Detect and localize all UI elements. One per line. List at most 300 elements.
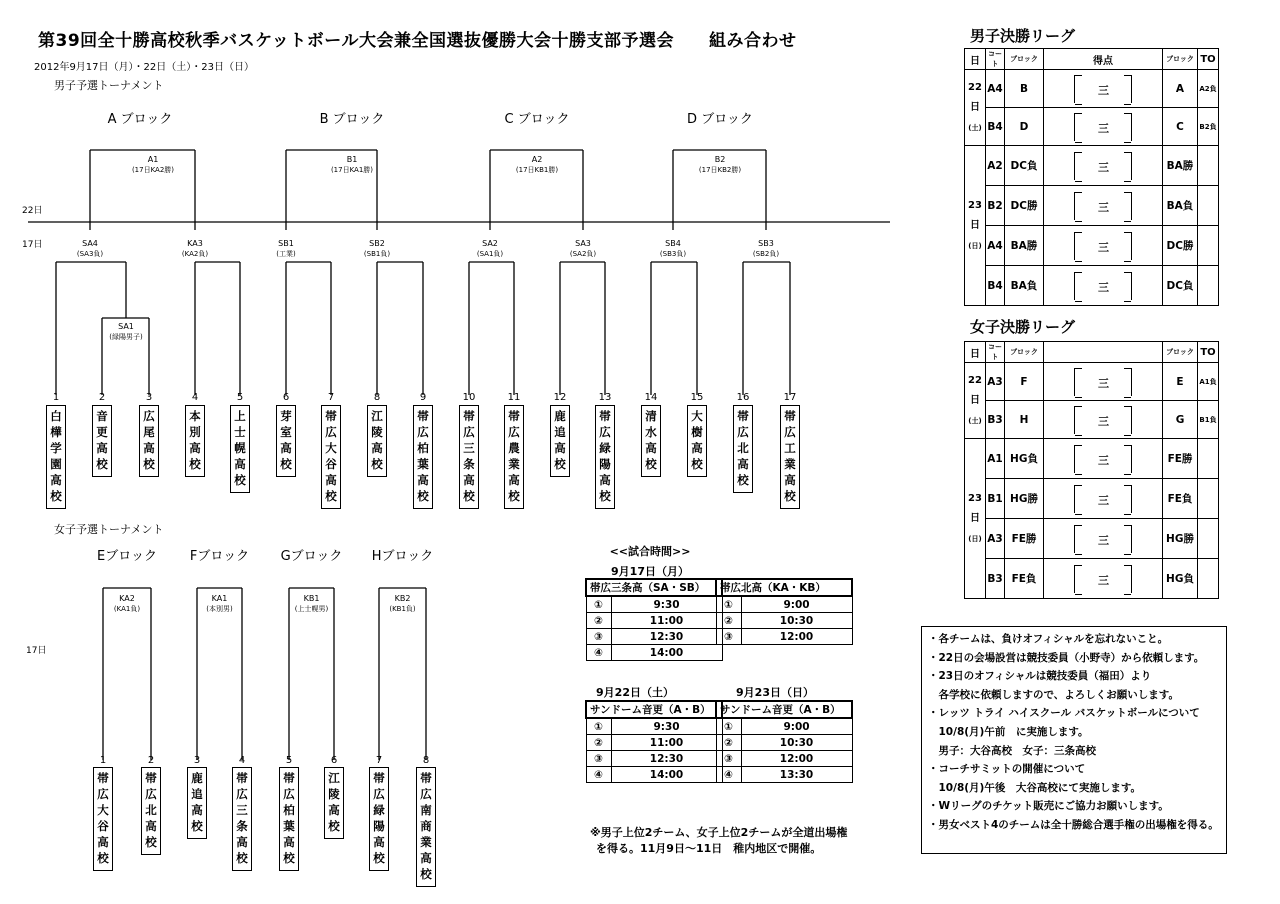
league-to xyxy=(1198,559,1219,599)
boys-semi-node-code: SB4 xyxy=(665,239,681,248)
boys-team-number: 13 xyxy=(598,392,612,403)
boys-section-title: 男子予選トーナメント xyxy=(54,79,164,92)
boys-semi-node-code: SB2 xyxy=(369,239,385,248)
boys-final-node xyxy=(330,155,374,175)
league-date-part: (日) xyxy=(968,241,982,250)
league-row xyxy=(965,519,1219,559)
match-number: ② xyxy=(586,613,611,629)
boys-semi-node-code: SA4 xyxy=(82,239,98,248)
match-number: ② xyxy=(586,735,611,751)
boys-team-name: 帯広北高校 xyxy=(733,405,753,493)
girls-team-number: 3 xyxy=(193,755,201,766)
girls-node xyxy=(388,594,416,614)
match-number: ① xyxy=(716,596,741,613)
league-row xyxy=(965,266,1219,306)
boys-team-name: 白樺学園高校 xyxy=(46,405,66,509)
league-left-block: DC勝 xyxy=(1005,186,1044,226)
score-mark: 三 xyxy=(1098,573,1108,587)
girls-node-note: (上士幌男) xyxy=(294,605,329,613)
score-box xyxy=(1074,485,1132,513)
league-right-block: HG勝 xyxy=(1163,519,1198,559)
boys-team-name: 上士幌高校 xyxy=(230,405,250,493)
score-mark: 三 xyxy=(1098,376,1108,390)
league-score-cell xyxy=(1044,266,1163,306)
league-to: B2負 xyxy=(1198,108,1219,146)
league-left-block: FE負 xyxy=(1005,559,1044,599)
score-box xyxy=(1074,113,1132,141)
league-right-block: A xyxy=(1163,70,1198,108)
timetable-v4 xyxy=(715,700,853,783)
league-left-block: B xyxy=(1005,70,1044,108)
time-row xyxy=(586,767,722,783)
league-header-block: ブロック xyxy=(1005,49,1044,70)
league-court: B1 xyxy=(986,479,1005,519)
boys-team-number: 15 xyxy=(690,392,704,403)
league-header-block: ブロック xyxy=(1005,342,1044,363)
boys-team-number: 2 xyxy=(98,392,106,403)
league-left-block: D xyxy=(1005,108,1044,146)
boys-team-number: 5 xyxy=(236,392,244,403)
boys-final-node-code: B2 xyxy=(714,155,726,164)
page-title: 第39回全十勝高校秋季バスケットボール大会兼全国選抜優勝大会十勝支部予選会 組み合わせ xyxy=(38,31,797,51)
match-time: 12:00 xyxy=(741,629,852,645)
league-date xyxy=(965,70,986,146)
timetable-v3 xyxy=(585,700,723,783)
league-court: A4 xyxy=(986,226,1005,266)
boys-team-number: 11 xyxy=(507,392,521,403)
score-mark: 三 xyxy=(1098,280,1108,294)
girls-node-code: KB1 xyxy=(303,594,320,603)
boys-semi-node-note: (SB1負) xyxy=(363,250,391,258)
league-court: B3 xyxy=(986,559,1005,599)
time-row xyxy=(716,751,852,767)
girls-team-number: 1 xyxy=(99,755,107,766)
match-number: ② xyxy=(716,613,741,629)
venue-header: 帯広三条高（SA・SB） xyxy=(586,579,722,596)
match-time: 10:30 xyxy=(741,613,852,629)
girls-team-name: 帯広三条高校 xyxy=(232,767,252,871)
league-date-part: (土) xyxy=(968,416,982,425)
league-score-cell xyxy=(1044,108,1163,146)
time-row xyxy=(586,735,722,751)
boys-semi-node xyxy=(76,239,104,259)
day17-label: 17日 xyxy=(22,240,43,250)
league-score-cell xyxy=(1044,401,1163,439)
league-score-cell xyxy=(1044,479,1163,519)
league-right-block: FE勝 xyxy=(1163,439,1198,479)
girls-node-code: KA1 xyxy=(211,594,228,603)
boys-team-name: 帯広柏葉高校 xyxy=(413,405,433,509)
time-row xyxy=(716,735,852,751)
score-mark: 三 xyxy=(1098,121,1108,135)
boys-final-node xyxy=(515,155,559,175)
time-row xyxy=(586,718,722,735)
boys-final-node-note: (17日KA1勝) xyxy=(330,166,374,174)
match-number: ④ xyxy=(586,767,611,783)
league-left-block: HG負 xyxy=(1005,439,1044,479)
event-dates: 2012年9月17日（月）・22日（土）・23日（日） xyxy=(34,62,254,73)
boys-prelim-node xyxy=(108,322,143,342)
league-header-block2: ブロック xyxy=(1163,49,1198,70)
boys-team-name: 大樹高校 xyxy=(687,405,707,477)
match-number: ① xyxy=(586,596,611,613)
league-to xyxy=(1198,479,1219,519)
boys-team-name: 帯広緑陽高校 xyxy=(595,405,615,509)
boys-semi-node-note: (SA1負) xyxy=(476,250,504,258)
league-left-block: H xyxy=(1005,401,1044,439)
boys-prelim-node-note: (緑陽男子) xyxy=(109,333,143,341)
boys-team-number: 14 xyxy=(644,392,658,403)
league-date xyxy=(965,146,986,306)
boys-team-name: 帯広大谷高校 xyxy=(321,405,341,509)
time-row xyxy=(586,751,722,767)
league-to xyxy=(1198,186,1219,226)
boys-final-node xyxy=(698,155,742,175)
score-mark: 三 xyxy=(1098,83,1108,97)
boys-final-node-code: A2 xyxy=(531,155,543,164)
boys-final-node-code: A1 xyxy=(147,155,159,164)
times-day1: 9月17日（月） xyxy=(611,565,689,578)
note-line: ・コーチサミットの開催について xyxy=(928,763,1086,776)
match-time: 12:30 xyxy=(611,751,722,767)
boys-semi-node xyxy=(181,239,209,259)
score-mark: 三 xyxy=(1098,160,1108,174)
match-time: 11:00 xyxy=(611,735,722,751)
league-row xyxy=(965,70,1219,108)
league-row xyxy=(965,401,1219,439)
league-left-block: DC負 xyxy=(1005,146,1044,186)
league-score-cell xyxy=(1044,226,1163,266)
boys-final-node-code: B1 xyxy=(346,155,358,164)
match-number: ③ xyxy=(716,629,741,645)
boys-team-name: 帯広農業高校 xyxy=(504,405,524,509)
boys-league-table xyxy=(964,48,1219,306)
league-court: A3 xyxy=(986,519,1005,559)
note-line: 各学校に依頼しますので、よろしくお願いします。 xyxy=(928,688,1179,701)
league-right-block: C xyxy=(1163,108,1198,146)
boys-team-name: 帯広工業高校 xyxy=(780,405,800,509)
girls-block-label: Gブロック xyxy=(280,549,343,564)
match-time: 9:00 xyxy=(741,718,852,735)
boys-semi-node-note: (工業) xyxy=(276,250,296,258)
boys-team-number: 8 xyxy=(373,392,381,403)
note-line: ・23日のオフィシャルは競技委員（福田）より xyxy=(928,670,1152,683)
time-row xyxy=(586,596,722,613)
league-left-block: F xyxy=(1005,363,1044,401)
league-to xyxy=(1198,146,1219,186)
league-score-cell xyxy=(1044,70,1163,108)
boys-semi-node-note: (SA3負) xyxy=(76,250,104,258)
score-mark: 三 xyxy=(1098,533,1108,547)
girls-team-number: 5 xyxy=(285,755,293,766)
boys-semi-node-code: KA3 xyxy=(187,239,203,248)
times-day3: 9月23日（日） xyxy=(736,686,814,699)
boys-block-label: B ブロック xyxy=(319,112,385,127)
boys-team-number: 7 xyxy=(327,392,335,403)
girls-node xyxy=(113,594,141,614)
match-number: ④ xyxy=(586,645,611,661)
boys-team-name: 清水高校 xyxy=(641,405,661,477)
girls-node xyxy=(205,594,233,614)
league-date-part: (土) xyxy=(968,123,982,132)
league-date-part: 日 xyxy=(970,219,980,231)
time-row xyxy=(586,613,722,629)
boys-team-number: 4 xyxy=(191,392,199,403)
score-box xyxy=(1074,406,1132,434)
match-time: 9:30 xyxy=(611,596,722,613)
league-right-block: G xyxy=(1163,401,1198,439)
league-row xyxy=(965,439,1219,479)
league-date-part: 22 xyxy=(968,374,982,386)
score-box xyxy=(1074,272,1132,300)
girls-node-note: (KA1負) xyxy=(113,605,141,613)
match-number: ② xyxy=(716,735,741,751)
match-time: 12:30 xyxy=(611,629,722,645)
boys-semi-node xyxy=(659,239,687,259)
league-header-court: コート xyxy=(986,49,1005,70)
league-court: B3 xyxy=(986,401,1005,439)
boys-team-number: 10 xyxy=(462,392,476,403)
league-court: A1 xyxy=(986,439,1005,479)
times-heading: <<試合時間>> xyxy=(609,545,691,558)
league-left-block: FE勝 xyxy=(1005,519,1044,559)
match-number: ③ xyxy=(716,751,741,767)
girls-team-number: 4 xyxy=(238,755,246,766)
boys-semi-node-note: (KA2負) xyxy=(181,250,209,258)
league-score-cell xyxy=(1044,559,1163,599)
time-row xyxy=(716,718,852,735)
boys-semi-node-code: SB3 xyxy=(758,239,774,248)
boys-semi-node-note: (SA2負) xyxy=(569,250,597,258)
girls-team-name: 鹿追高校 xyxy=(187,767,207,839)
girls-section-title: 女子予選トーナメント xyxy=(54,523,164,536)
league-row xyxy=(965,363,1219,401)
league-court: B4 xyxy=(986,266,1005,306)
league-right-block: DC勝 xyxy=(1163,226,1198,266)
note-line: 10/8(月)午後 大谷高校にて実施します。 xyxy=(928,781,1142,794)
league-header-block2: ブロック xyxy=(1163,342,1198,363)
time-row xyxy=(716,613,852,629)
note-line: ・男女ベスト4のチームは全十勝総合選手権の出場権を得る。 xyxy=(928,818,1219,831)
time-row xyxy=(716,629,852,645)
boys-semi-node-code: SA3 xyxy=(575,239,591,248)
league-header-score: 得点 xyxy=(1044,49,1163,70)
boys-semi-node xyxy=(569,239,597,259)
league-row xyxy=(965,146,1219,186)
boys-block-label: C ブロック xyxy=(504,112,570,127)
league-left-block: BA勝 xyxy=(1005,226,1044,266)
girls-block-label: Hブロック xyxy=(371,549,434,564)
match-number: ① xyxy=(716,718,741,735)
league-right-block: FE負 xyxy=(1163,479,1198,519)
league-court: B2 xyxy=(986,186,1005,226)
boys-semi-node xyxy=(752,239,780,259)
time-row xyxy=(716,596,852,613)
girls-league-title: 女子決勝リーグ xyxy=(970,318,1076,336)
time-row xyxy=(716,767,852,783)
league-date xyxy=(965,363,986,439)
boys-team-name: 帯広三条高校 xyxy=(459,405,479,509)
league-left-block: HG勝 xyxy=(1005,479,1044,519)
score-box xyxy=(1074,232,1132,260)
match-number: ① xyxy=(586,718,611,735)
boys-team-name: 芽室高校 xyxy=(276,405,296,477)
league-score-cell xyxy=(1044,363,1163,401)
notes-box xyxy=(921,626,1227,854)
timetable-v2 xyxy=(715,578,853,645)
match-time: 14:00 xyxy=(611,767,722,783)
match-number: ③ xyxy=(586,629,611,645)
girls-team-name: 帯広柏葉高校 xyxy=(279,767,299,871)
boys-team-name: 江陵高校 xyxy=(367,405,387,477)
note-line: ・Wリーグのチケット販売にご協力お願いします。 xyxy=(928,800,1169,813)
league-right-block: HG負 xyxy=(1163,559,1198,599)
score-box xyxy=(1074,75,1132,103)
score-box xyxy=(1074,445,1132,473)
match-number: ④ xyxy=(716,767,741,783)
league-header-to: TO xyxy=(1198,49,1219,70)
score-mark: 三 xyxy=(1098,414,1108,428)
boys-semi-node-code: SB1 xyxy=(278,239,294,248)
girls-team-number: 6 xyxy=(330,755,338,766)
league-score-cell xyxy=(1044,146,1163,186)
footnote xyxy=(590,825,847,857)
boys-team-name: 広尾高校 xyxy=(139,405,159,477)
league-row xyxy=(965,108,1219,146)
girls-node xyxy=(294,594,329,614)
girls-node-note: (本別男) xyxy=(206,605,233,613)
boys-semi-node-code: SA2 xyxy=(482,239,498,248)
girls-league-table xyxy=(964,341,1219,599)
girls-team-number: 8 xyxy=(422,755,430,766)
score-box xyxy=(1074,152,1132,180)
league-court: B4 xyxy=(986,108,1005,146)
league-right-block: E xyxy=(1163,363,1198,401)
girls-team-name: 帯広南商業高校 xyxy=(416,767,436,887)
league-header-to: TO xyxy=(1198,342,1219,363)
league-row xyxy=(965,186,1219,226)
league-header-score xyxy=(1044,342,1163,363)
boys-final-node xyxy=(131,155,175,175)
league-to: A1負 xyxy=(1198,363,1219,401)
boys-team-name: 鹿追高校 xyxy=(550,405,570,477)
girls-node-note: (KB1負) xyxy=(389,605,416,613)
boys-league-title: 男子決勝リーグ xyxy=(970,27,1076,45)
note-line: ・各チームは、負けオフィシャルを忘れないこと。 xyxy=(928,633,1169,645)
match-time: 10:30 xyxy=(741,735,852,751)
boys-semi-node xyxy=(476,239,504,259)
boys-final-node-note: (17日KB1勝) xyxy=(515,166,559,174)
league-score-cell xyxy=(1044,519,1163,559)
boys-block-label: D ブロック xyxy=(687,112,753,127)
league-date-part: (日) xyxy=(968,534,982,543)
boys-prelim-node-code: SA1 xyxy=(118,322,134,331)
league-row xyxy=(965,479,1219,519)
boys-semi-node-note: (SB3負) xyxy=(659,250,687,258)
league-date-part: 23 xyxy=(968,199,982,211)
boys-semi-node xyxy=(363,239,391,259)
score-box xyxy=(1074,565,1132,593)
venue-header: サンドーム音更（A・B） xyxy=(716,701,852,718)
day17-girls-label: 17日 xyxy=(26,646,47,656)
girls-team-number: 7 xyxy=(375,755,383,766)
boys-team-number: 12 xyxy=(553,392,567,403)
girls-block-label: Fブロック xyxy=(189,549,250,564)
score-box xyxy=(1074,192,1132,220)
boys-team-name: 音更高校 xyxy=(92,405,112,477)
time-row xyxy=(586,645,722,661)
girls-team-name: 帯広緑陽高校 xyxy=(369,767,389,871)
league-date-part: 22 xyxy=(968,81,982,93)
boys-block-label: A ブロック xyxy=(107,112,173,127)
score-mark: 三 xyxy=(1098,493,1108,507)
match-time: 11:00 xyxy=(611,613,722,629)
boys-semi-node xyxy=(275,239,296,259)
note-line: 男子：大谷高校 女子：三条高校 xyxy=(928,744,1096,757)
venue-header: サンドーム音更（A・B） xyxy=(586,701,722,718)
league-date-part: 日 xyxy=(970,512,980,524)
boys-team-number: 9 xyxy=(419,392,427,403)
league-to xyxy=(1198,266,1219,306)
league-to xyxy=(1198,439,1219,479)
league-left-block: BA負 xyxy=(1005,266,1044,306)
match-number: ③ xyxy=(586,751,611,767)
timetable-v1 xyxy=(585,578,723,661)
time-row xyxy=(586,629,722,645)
girls-block-label: Eブロック xyxy=(97,549,157,564)
boys-final-node-note: (17日KA2勝) xyxy=(131,166,175,174)
league-court: A3 xyxy=(986,363,1005,401)
league-date-part: 23 xyxy=(968,492,982,504)
day22-label: 22日 xyxy=(22,206,43,216)
boys-team-number: 3 xyxy=(145,392,153,403)
score-box xyxy=(1074,525,1132,553)
league-row xyxy=(965,559,1219,599)
boys-team-number: 17 xyxy=(783,392,797,403)
match-time: 13:30 xyxy=(741,767,852,783)
footnote-line: ※男子上位2チーム、女子上位2チームが全道出場権 xyxy=(590,826,848,839)
venue-header: 帯広北高（KA・KB） xyxy=(716,579,852,596)
boys-team-number: 16 xyxy=(736,392,750,403)
score-mark: 三 xyxy=(1098,240,1108,254)
league-date xyxy=(965,439,986,599)
league-header-court: コート xyxy=(986,342,1005,363)
league-to: A2負 xyxy=(1198,70,1219,108)
league-to: B1負 xyxy=(1198,401,1219,439)
girls-team-name: 帯広大谷高校 xyxy=(93,767,113,871)
league-header-day: 日 xyxy=(965,49,986,70)
league-right-block: BA負 xyxy=(1163,186,1198,226)
league-right-block: DC負 xyxy=(1163,266,1198,306)
league-to xyxy=(1198,519,1219,559)
score-mark: 三 xyxy=(1098,200,1108,214)
girls-team-name: 江陵高校 xyxy=(324,767,344,839)
note-line: ・レッツ トライ ハイスクール バスケットボールについて xyxy=(928,707,1200,720)
league-row xyxy=(965,226,1219,266)
score-box xyxy=(1074,368,1132,396)
times-day2: 9月22日（土） xyxy=(596,686,674,699)
girls-team-number: 2 xyxy=(147,755,155,766)
girls-node-code: KA2 xyxy=(119,594,135,603)
league-score-cell xyxy=(1044,439,1163,479)
boys-team-number: 6 xyxy=(282,392,290,403)
league-date-part: 日 xyxy=(970,101,980,113)
league-date-part: 日 xyxy=(970,394,980,406)
match-time: 14:00 xyxy=(611,645,722,661)
score-mark: 三 xyxy=(1098,453,1108,467)
note-line: 10/8(月)午前 に実施します。 xyxy=(928,725,1089,738)
league-to xyxy=(1198,226,1219,266)
